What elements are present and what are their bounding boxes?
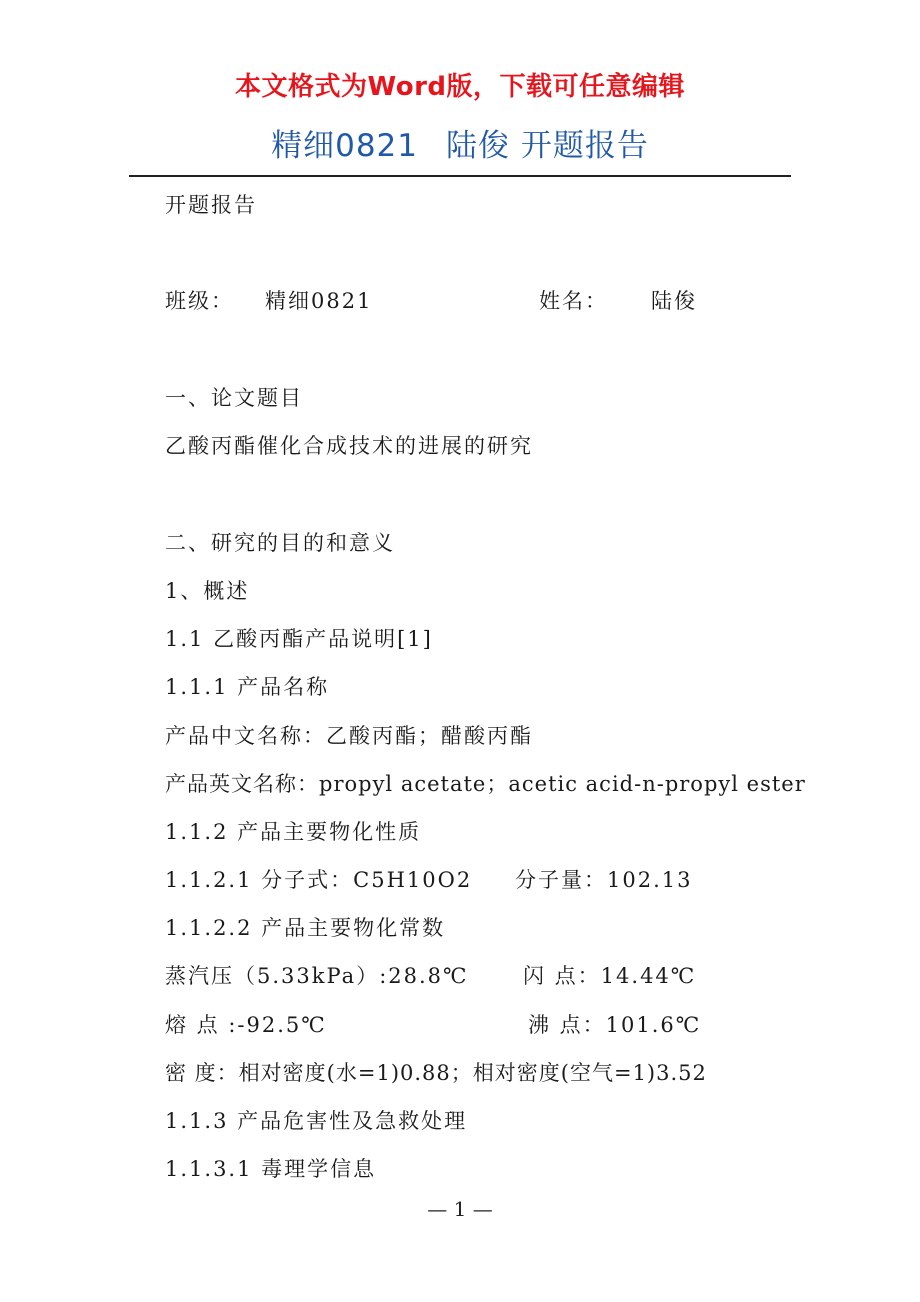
download-banner: 本文格式为Word版，下载可任意编辑 xyxy=(234,72,686,102)
vapor-flash-row xyxy=(165,962,765,990)
page-number: — 1 — xyxy=(427,1197,493,1221)
title-part2: 陆俊 开题报告 xyxy=(446,128,649,164)
name-label: 姓名： xyxy=(539,289,608,313)
class-name-row xyxy=(165,287,765,315)
thesis-topic: 乙酸丙酯催化合成技术的进展的研究 xyxy=(165,434,533,458)
vapor-pressure: 蒸汽压（5.33kPa）:28.8℃ xyxy=(165,964,469,988)
subsection-1: 1、概述 xyxy=(165,579,250,603)
name-value: 陆俊 xyxy=(651,289,697,313)
english-name-line: 产品英文名称：propyl acetate；acetic acid-n-propyl ester xyxy=(165,772,806,796)
melting-point: 熔 点 :-92.5℃ xyxy=(165,1013,327,1037)
subsection-1-1-3: 1.1.3 产品危害性及急救处理 xyxy=(165,1109,468,1133)
molecular-weight: 分子量：102.13 xyxy=(515,868,693,892)
subsection-1-1: 1.1 乙酸丙酯产品说明[1] xyxy=(165,627,433,651)
boiling-point: 沸 点：101.6℃ xyxy=(528,1013,702,1037)
document-title xyxy=(0,120,920,165)
title-divider xyxy=(129,175,791,177)
class-value: 精细0821 xyxy=(265,289,373,313)
subsection-1-1-2-2: 1.1.2.2 产品主要物化常数 xyxy=(165,916,446,940)
formula-row xyxy=(165,866,765,894)
density-line: 密 度：相对密度(水=1)0.88；相对密度(空气=1)3.52 xyxy=(165,1061,707,1085)
section-1-heading: 一、论文题目 xyxy=(165,386,303,410)
subsection-1-1-3-1: 1.1.3.1 毒理学信息 xyxy=(165,1157,377,1181)
subsection-1-1-1: 1.1.1 产品名称 xyxy=(165,675,330,699)
melting-boiling-row xyxy=(165,1011,765,1039)
flash-point: 闪 点：14.44℃ xyxy=(523,964,697,988)
molecular-formula: 1.1.2.1 分子式：C5H10O2 xyxy=(165,868,473,892)
chinese-name-line: 产品中文名称：乙酸丙酯；醋酸丙酯 xyxy=(165,724,533,748)
report-heading: 开题报告 xyxy=(165,193,257,217)
subsection-1-1-2: 1.1.2 产品主要物化性质 xyxy=(165,820,422,844)
section-2-heading: 二、研究的目的和意义 xyxy=(165,531,395,555)
class-label: 班级： xyxy=(165,289,234,313)
title-part1: 精细0821 xyxy=(271,128,419,164)
